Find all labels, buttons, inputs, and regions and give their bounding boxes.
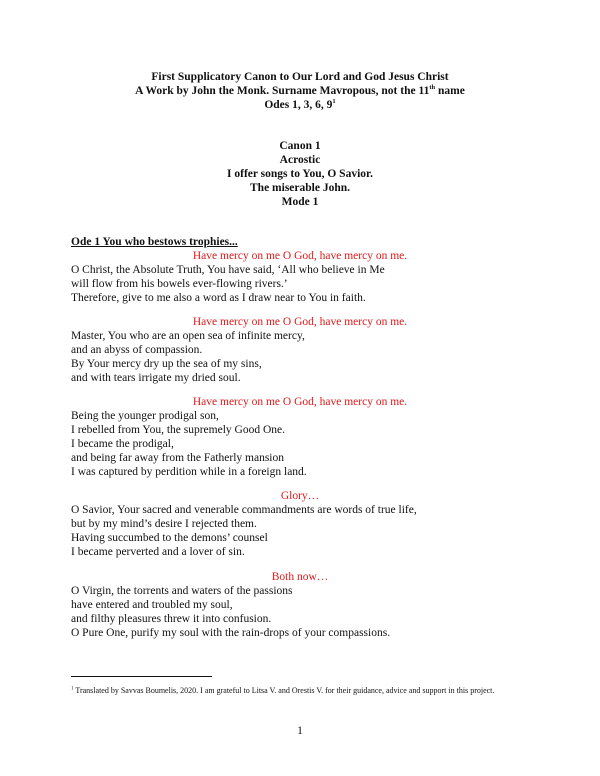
stanza-line: Therefore, give to me also a word as I draw near to You in faith. — [71, 292, 366, 304]
refrain-both-now: Both now… — [271, 571, 329, 583]
stanza-line: Master, You who are an open sea of infinite mercy, — [71, 330, 305, 342]
title-line-2 — [0, 85, 600, 98]
stanza-line: I became the prodigal, — [71, 438, 174, 450]
stanza — [71, 503, 417, 559]
stanza — [71, 329, 305, 385]
stanza-line: and being far away from the Fatherly mansion — [71, 452, 285, 464]
stanza-line: but by my mind’s desire I rejected them. — [71, 518, 257, 530]
stanza — [71, 409, 307, 479]
stanza-line: O Christ, the Absolute Truth, You have said, ‘All who believe in Me — [71, 264, 385, 276]
stanza-line: have entered and troubled my soul, — [71, 599, 233, 611]
footnote-marker: 1 — [71, 686, 74, 692]
page-number: 1 — [297, 725, 303, 737]
stanza-line: I became perverted and a lover of sin. — [71, 546, 245, 558]
stanza — [71, 584, 390, 640]
footnote-reference[interactable]: 1 — [332, 98, 336, 106]
stanza-line: Having succumbed to the demons’ counsel — [71, 532, 268, 544]
footnote-text: Translated by Savvas Boumelis, 2020. I am grateful to Litsa V. and Orestis V. for their guidance, advice and support in this project. — [73, 686, 495, 695]
footnote-separator — [71, 676, 212, 677]
canon-title: Canon 1 — [279, 140, 321, 152]
canon-acrostic-line-2: The miserable John. — [250, 182, 350, 194]
canon-acrostic-line-1: I offer songs to You, O Savior. — [227, 168, 373, 180]
canon-mode: Mode 1 — [281, 196, 319, 208]
refrain-glory: Glory… — [280, 490, 320, 502]
stanza-line: and with tears irrigate my dried soul. — [71, 372, 241, 384]
stanza — [71, 263, 385, 305]
refrain: Have mercy on me O God, have mercy on me. — [192, 316, 408, 328]
ode-heading: Ode 1 You who bestows trophies... — [71, 236, 238, 248]
stanza-line: By Your mercy dry up the sea of my sins, — [71, 358, 262, 370]
title-line-2-suffix: name — [435, 85, 465, 97]
stanza-line: and filthy pleasures threw it into confusion. — [71, 613, 272, 625]
footnote — [71, 685, 531, 696]
refrain: Have mercy on me O God, have mercy on me. — [192, 250, 408, 262]
stanza-line: Being the younger prodigal son, — [71, 410, 219, 422]
stanza-line: and an abyss of compassion. — [71, 344, 203, 356]
stanza-line: O Virgin, the torrents and waters of the passions — [71, 585, 293, 597]
title-ordinal-superscript: th — [429, 84, 436, 92]
stanza-line: O Savior, Your sacred and venerable commandments are words of true life, — [71, 504, 417, 516]
stanza-line: I rebelled from You, the supremely Good One. — [71, 424, 285, 436]
canon-acrostic-label: Acrostic — [279, 154, 321, 166]
stanza-line: will flow from his bowels ever-flowing rivers.’ — [71, 278, 288, 290]
title-line-3 — [0, 99, 600, 112]
title-line-2-prefix: A Work by John the Monk. Surname Mavropous, not the 11 — [135, 85, 430, 97]
stanza-line: I was captured by perdition while in a foreign land. — [71, 466, 307, 478]
title-line-1-text: First Supplicatory Canon to Our Lord and God Jesus Christ — [151, 71, 449, 83]
title-line-1 — [0, 71, 600, 84]
title-line-3-text: Odes 1, 3, 6, 9 — [264, 99, 333, 111]
stanza-line: O Pure One, purify my soul with the rain-drops of your compassions. — [71, 627, 391, 639]
refrain: Have mercy on me O God, have mercy on me. — [192, 396, 408, 408]
